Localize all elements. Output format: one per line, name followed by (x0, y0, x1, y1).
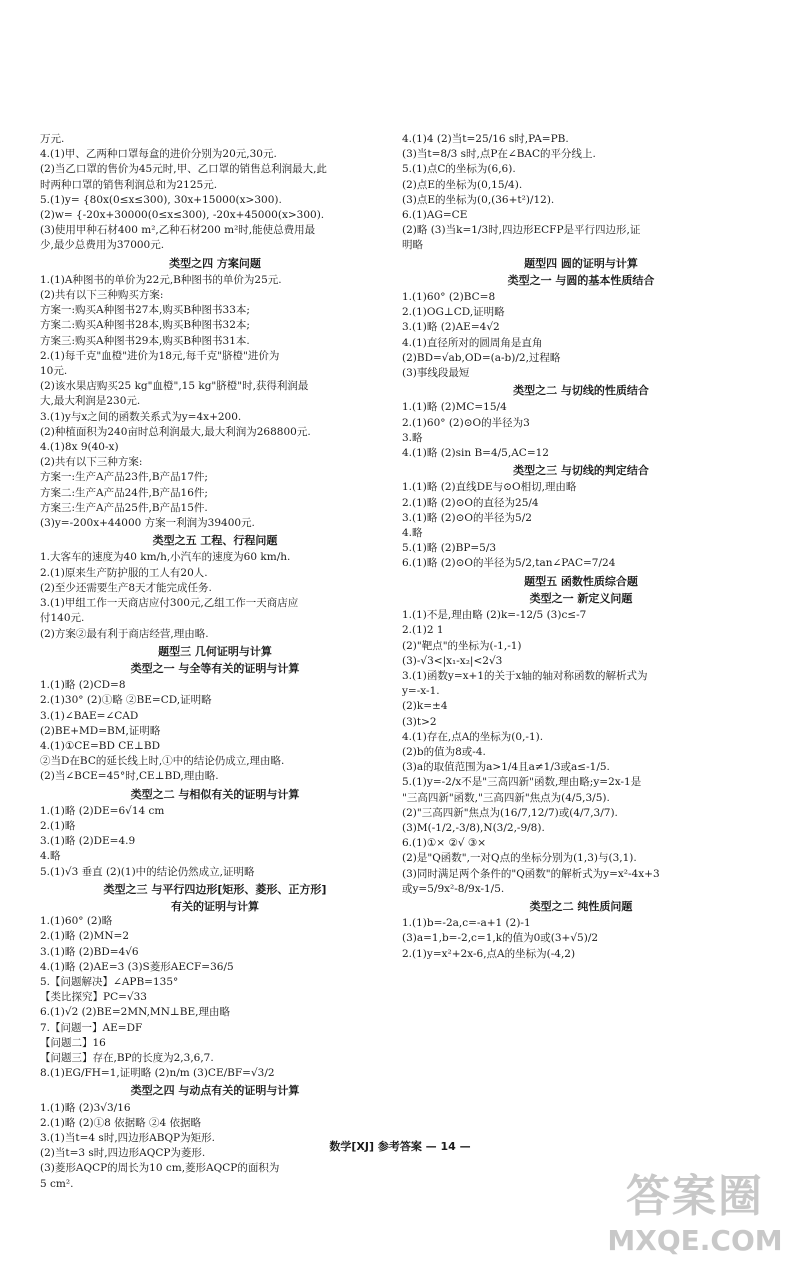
answer-line: 2.(1)每千克"血橙"进价为18元,每千克"脐橙"进价为 (40, 349, 280, 362)
answer-line: 5.(1)y= {80x(0≤x≤300), 30x+15000(x>300). (40, 193, 282, 206)
answer-line: (3)y=-200x+44000 方案一利润为39400元. (40, 517, 255, 530)
answer-line: 5.(1)略 (2)BP=5/3 (402, 542, 497, 555)
answer-line: 6.(1)①× ②√ ③× (402, 837, 487, 850)
answer-line: 1.(1)不是,理由略 (2)k=-12/5 (3)c≤-7 (402, 609, 587, 622)
answer-line: 2.(1)略 (2)⊙O的直径为25/4 (402, 496, 539, 509)
answer-line: (3)t>2 (402, 715, 437, 728)
answer-line: 7.【问题一】AE=DF (40, 1021, 143, 1034)
answer-line: (2)当t=3 s时,四边形AQCP为菱形. (40, 1147, 206, 1160)
answer-line: (2)方案②最有利于商店经营,理由略. (40, 627, 209, 640)
answer-line: (2)k=±4 (402, 700, 448, 713)
answer-line: (2)是"Q函数",一对Q点的坐标分别为(1,3)与(3,1). (402, 852, 637, 865)
answer-line: 3.略 (402, 431, 423, 444)
answer-line: 4.(1)甲、乙两种口罩每盒的进价分别为20元,30元. (40, 148, 277, 161)
answer-line: 【问题三】存在,BP的长度为2,3,6,7. (40, 1051, 214, 1064)
answer-line: 3.(1)略 (2)⊙O的半径为5/2 (402, 511, 532, 524)
answer-line: 2.(1)OG⊥CD,证明略 (402, 306, 505, 319)
answer-line: 3.(1)甲组工作一天商店应付300元,乙组工作一天商店应 (40, 597, 299, 610)
answer-line: 题型五 函数性质综合题 (524, 574, 638, 588)
answer-line: (3)点E的坐标为(0,(36+t²)/12). (402, 193, 555, 206)
answer-line: 类型之一 新定义问题 (529, 591, 633, 605)
answer-line: 类型之五 工程、行程问题 (152, 534, 278, 548)
answer-line: 类型之四 与动点有关的证明与计算 (130, 1084, 300, 1098)
answer-line: 类型之三 与平行四边形[矩形、菱形、正方形] (103, 882, 327, 896)
answer-line: 方案二:生产A产品24件,B产品16件; (40, 486, 208, 499)
answer-column-right (402, 132, 760, 962)
answer-line: 5 cm². (40, 1177, 74, 1190)
answer-line: 4.(1)8x 9(40-x) (40, 441, 119, 454)
answer-line: 6.(1)√2 (2)BE=2MN,MN⊥BE,理由略 (40, 1006, 230, 1019)
answer-line: (3)M(-1/2,-3/8),N(3/2,-9/8). (402, 821, 545, 834)
answer-line: (2)点E的坐标为(0,15/4). (402, 178, 523, 191)
answer-line: 1.大客车的速度为40 km/h,小汽车的速度为60 km/h. (40, 551, 291, 564)
answer-line: (2)略 (3)当k=1/3时,四边形ECFP是平行四边形,证 (402, 224, 641, 237)
watermark-site: MXQE.COM (607, 1224, 783, 1257)
answer-line: 付140元. (40, 612, 85, 625)
answer-line: 类型之四 方案问题 (169, 256, 261, 270)
answer-line: (2)共有以下三种购买方案: (40, 289, 164, 302)
answer-line: 方案三:生产A产品25件,B产品15件. (40, 501, 208, 514)
answer-line: (3)-√3<|x₁-x₂|<2√3 (402, 654, 503, 667)
answer-line: (2)该水果店购买25 kg"血橙",15 kg"脐橙"时,获得利润最 (40, 380, 309, 393)
answer-line: 3.(1)略 (2)BD=4√6 (40, 945, 139, 958)
answer-line: 2.(1)略 (40, 819, 76, 832)
answer-line: 类型之一 与全等有关的证明与计算 (130, 661, 300, 675)
answer-line: 1.(1)略 (2)3√3/16 (40, 1101, 131, 1114)
answer-line: 5.(1)y=-2/x不是"三高四新"函数,理由略;y=2x-1是 (402, 776, 642, 789)
answer-line: (2)种植面积为240亩时总利润最大,最大利润为268800元. (40, 425, 311, 438)
answer-line: 类型之二 与切线的性质结合 (513, 384, 649, 398)
answer-line: (3)当t=8/3 s时,点P在∠BAC的平分线上. (402, 148, 596, 161)
answer-line: 6.(1)AG=CE (402, 209, 468, 222)
answer-line: 1.(1)60° (2)略 (40, 915, 113, 928)
answer-line: (3)a的取值范围为a>1/4且a≠1/3或a≤-1/5. (402, 761, 610, 774)
answer-line: ②当D在BC的延长线上时,①中的结论仍成立,理由略. (40, 755, 285, 768)
answer-line: 【类比探究】PC=√33 (40, 991, 147, 1004)
answer-line: (2)"三高四新"焦点为(16/7,12/7)或(4/7,3/7). (402, 806, 618, 819)
answer-line: 1.(1)略 (2)MC=15/4 (402, 401, 507, 414)
answer-line: 大,最大利润是230元. (40, 395, 141, 408)
answer-line: 6.(1)略 (2)⊙O的半径为5/2,tan∠PAC=7/24 (402, 557, 616, 570)
answer-line: 4.略 (402, 527, 423, 540)
answer-line: (3)同时满足两个条件的"Q函数"的解析式为y=x²-4x+3 (402, 867, 660, 880)
answer-line: (2)BD=√ab,OD=(a-b)/2,过程略 (402, 351, 561, 364)
answer-line: 题型四 圆的证明与计算 (524, 256, 638, 270)
answer-column-left (40, 132, 390, 1192)
answer-line: 3.(1)函数y=x+1的关于x轴的轴对称函数的解析式为 (402, 669, 648, 682)
answer-line: 类型之一 与圆的基本性质结合 (507, 273, 655, 287)
answer-line: 方案一:生产A产品23件,B产品17件; (40, 471, 208, 484)
answer-line: 4.(1)存在,点A的坐标为(0,-1). (402, 730, 544, 743)
answer-line: 2.(1)略 (2)①8 依据略 ②4 依据略 (40, 1116, 201, 1129)
answer-line: 2.(1)60° (2)⊙O的半径为3 (402, 416, 530, 429)
answer-line: 2.(1)略 (2)MN=2 (40, 930, 130, 943)
answer-line: (2)共有以下三种方案: (40, 456, 143, 469)
answer-line: 方案二:购买A种图书28本,购买B种图书32本; (40, 319, 250, 332)
answer-line: 有关的证明与计算 (171, 899, 259, 913)
answer-line: 4.略 (40, 850, 61, 863)
answer-line: 类型之二 纯性质问题 (529, 899, 633, 913)
answer-line: 明略 (402, 239, 423, 252)
answer-line: 10元. (40, 365, 68, 378)
answer-line: 4.(1)略 (2)AE=3 (3)S菱形AECF=36/5 (40, 960, 234, 973)
answer-line: 2.(1)30° (2)①略 ②BE=CD,证明略 (40, 694, 212, 707)
answer-line: (2)当乙口罩的售价为45元时,甲、乙口罩的销售总利润最大,此 (40, 163, 327, 176)
answer-line: 类型之三 与切线的判定结合 (513, 464, 649, 478)
answer-line: 5.(1)√3 垂直 (2)(1)中的结论仍然成立,证明略 (40, 865, 255, 878)
answer-line: 3.(1)当t=4 s时,四边形ABQP为矩形. (40, 1132, 215, 1144)
answer-line: (2)"靶点"的坐标为(-1,-1) (402, 639, 522, 652)
answer-line: (3)事线段最短 (402, 367, 470, 380)
answer-line: (2)b的值为8或-4. (402, 745, 486, 758)
answer-line: y=-x-1. (402, 685, 440, 698)
answer-line: 或y=5/9x²-8/9x-1/5. (402, 882, 505, 895)
answer-line: "三高四新"函数,"三高四新"焦点为(4/5,3/5). (402, 791, 610, 804)
answer-line: 5.【问题解决】∠APB=135° (40, 975, 179, 988)
answer-line: (3)菱形AQCP的周长为10 cm,菱形AQCP的面积为 (40, 1162, 280, 1175)
answer-line: 8.(1)EG/FH=1,证明略 (2)n/m (3)CE/BF=√3/2 (40, 1067, 275, 1080)
watermark-text: 答案圈 (626, 1171, 764, 1222)
answer-line: (3)使用甲种石材400 m²,乙种石材200 m²时,能使总费用最 (40, 224, 316, 237)
answer-line: 万元. (40, 133, 65, 145)
answer-line: 3.(1)∠BAE=∠CAD (40, 709, 139, 722)
answer-line: 3.(1)略 (2)AE=4√2 (402, 321, 500, 334)
answer-line: 时两种口罩的销售利润总和为2125元. (40, 178, 218, 191)
answer-line: 3.(1)y与x之间的函数关系式为y=4x+200. (40, 410, 242, 423)
answer-line: 4.(1)直径所对的圆周角是直角 (402, 336, 543, 349)
answer-line: (2)w= {-20x+30000(0≤x≤300), -20x+45000(x>300). (40, 209, 325, 222)
answer-line: 4.(1)略 (2)sin B=4/5,AC=12 (402, 447, 549, 460)
answer-line: 1.(1)60° (2)BC=8 (402, 291, 496, 304)
answer-line: 1.(1)b=-2a,c=-a+1 (2)-1 (402, 917, 531, 930)
answer-line: 少,最少总费用为37000元. (40, 239, 165, 252)
answer-line: 2.(1)原来生产防护服的工人有20人. (40, 566, 208, 579)
answer-line: (2)BE+MD=BM,证明略 (40, 724, 161, 737)
answer-line: 1.(1)略 (2)CD=8 (40, 679, 126, 692)
answer-line: 4.(1)4 (2)当t=25/16 s时,PA=PB. (402, 133, 569, 145)
answer-line: (3)a=1,b=-2,c=1,k的值为0或(3+√5)/2 (402, 932, 599, 945)
answer-line: 3.(1)略 (2)DE=4.9 (40, 835, 136, 848)
page-footer: 数学[XJ] 参考答案 — 14 — (329, 1140, 471, 1153)
answer-line: 【问题二】16 (40, 1036, 106, 1049)
answer-line: 方案三:购买A种图书29本,购买B种图书31本. (40, 334, 250, 347)
answer-line: 2.(1)2 1 (402, 624, 444, 637)
answer-line: 1.(1)略 (2)DE=6√14 cm (40, 804, 165, 817)
watermark-logo (600, 1160, 790, 1270)
answer-line: 2.(1)y=x²+2x-6,点A的坐标为(-4,2) (402, 947, 576, 960)
answer-line: 4.(1)①CE=BD CE⊥BD (40, 739, 160, 752)
answer-line: 方案一:购买A种图书27本,购买B种图书33本; (40, 304, 250, 317)
answer-line: 1.(1)略 (2)直线DE与⊙O相切,理由略 (402, 481, 577, 494)
answer-line: (2)至少还需要生产8天才能完成任务. (40, 581, 212, 594)
answer-line: (2)当∠BCE=45°时,CE⊥BD,理由略. (40, 770, 219, 783)
answer-line: 题型三 几何证明与计算 (158, 644, 272, 658)
answer-line: 1.(1)A种图书的单价为22元,B种图书的单价为25元. (40, 273, 282, 286)
answer-line: 5.(1)点C的坐标为(6,6). (402, 163, 516, 176)
answer-line: 类型之二 与相似有关的证明与计算 (130, 787, 300, 801)
